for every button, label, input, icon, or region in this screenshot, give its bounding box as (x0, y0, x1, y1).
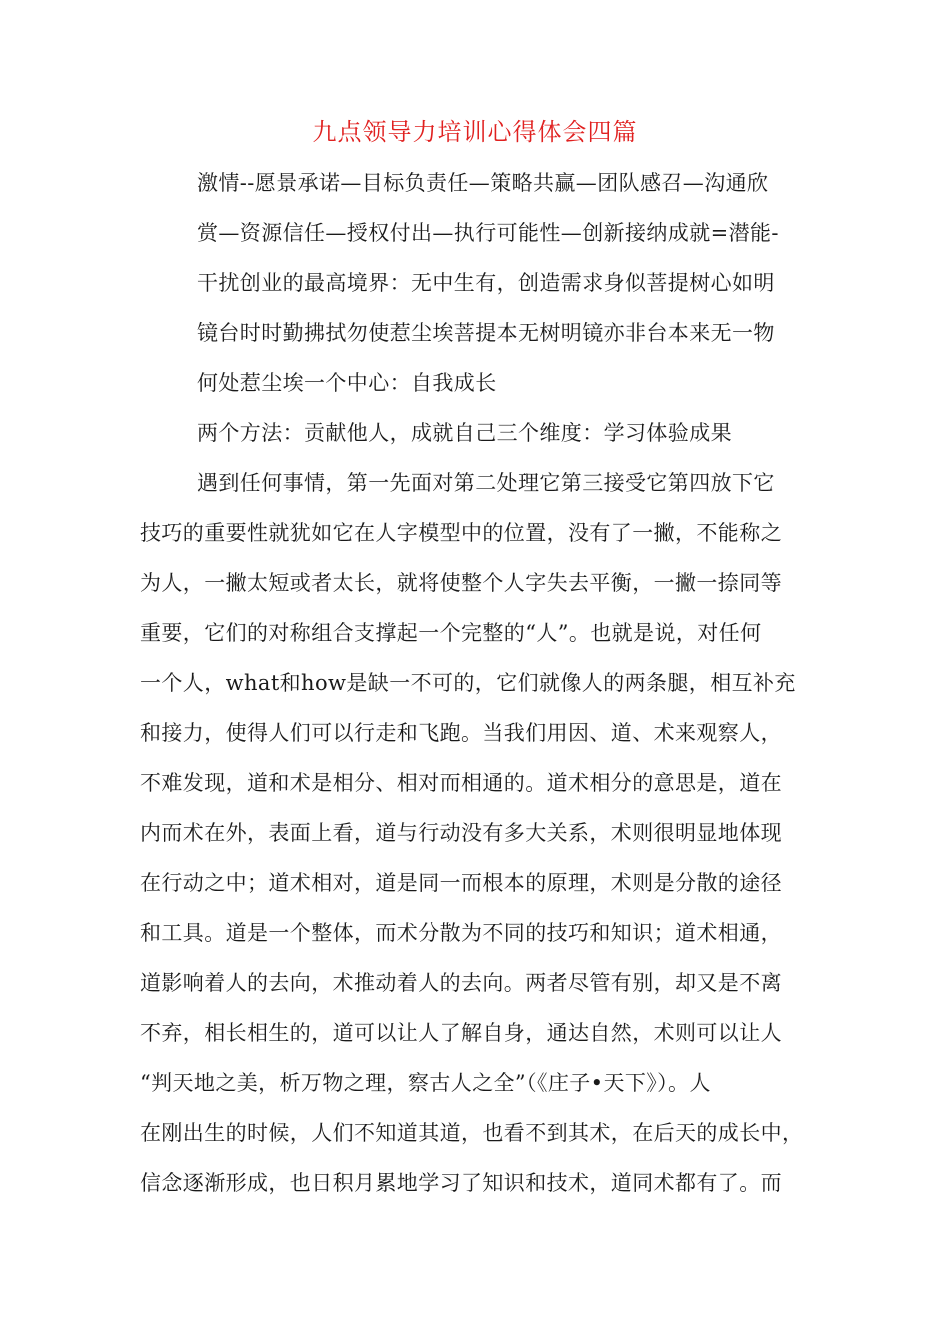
text-line: 在行动之中；道术相对，道是同一而根本的原理，术则是分散的途径 (140, 871, 782, 895)
text-line: 赏—资源信任—授权付出—执行可能性—创新接纳成就=潜能- (197, 221, 779, 245)
text-line: “判天地之美，析万物之理，察古人之全”（《庄子•天下》）。人 (140, 1071, 711, 1095)
text-line: 不难发现，道和术是相分、相对而相通的。道术相分的意思是，道在 (140, 771, 782, 795)
text-line: 遇到任何事情，第一先面对第二处理它第三接受它第四放下它 (197, 471, 775, 495)
text-line: 技巧的重要性就犹如它在人字模型中的位置，没有了一撇，不能称之 (140, 521, 782, 545)
text-line: 道影响着人的去向，术推动着人的去向。两者尽管有别，却又是不离 (140, 971, 782, 995)
text-line: 信念逐渐形成，也日积月累地学习了知识和技术，道同术都有了。而 (140, 1171, 782, 1195)
text-line: 镜台时时勤拂拭勿使惹尘埃菩提本无树明镜亦非台本来无一物 (197, 321, 775, 345)
text-line: 一个人，what和how是缺一不可的，它们就像人的两条腿，相互补充 (140, 671, 796, 695)
text-line: 为人，一撇太短或者太长，就将使整个人字失去平衡，一撇一捺同等 (140, 571, 782, 595)
text-line: 重要，它们的对称组合支撑起一个完整的“人”。也就是说，对任何 (140, 621, 762, 645)
text-line: 和工具。道是一个整体，而术分散为不同的技巧和知识；道术相通， (140, 921, 782, 945)
text-line: 在刚出生的时候，人们不知道其道，也看不到其术，在后天的成长中， (140, 1121, 804, 1145)
document-title: 九点领导力培训心得体会四篇 (312, 118, 638, 146)
text-line: 干扰创业的最高境界：无中生有，创造需求身似菩提树心如明 (197, 271, 775, 295)
text-line: 和接力，使得人们可以行走和飞跑。当我们用因、道、术来观察人， (140, 721, 782, 745)
body-paragraph (140, 458, 830, 1208)
text-line: 激情--愿景承诺—目标负责任—策略共赢—团队感召—沟通欣 (197, 171, 769, 195)
intro-paragraphs (197, 158, 827, 458)
text-line: 何处惹尘埃一个中心：自我成长 (197, 371, 497, 395)
text-line: 不弃，相长相生的，道可以让人了解自身，通达自然，术则可以让人 (140, 1021, 782, 1045)
text-line: 内而术在外，表面上看，道与行动没有多大关系，术则很明显地体现 (140, 821, 782, 845)
text-line: 两个方法：贡献他人，成就自己三个维度：学习体验成果 (197, 421, 732, 445)
